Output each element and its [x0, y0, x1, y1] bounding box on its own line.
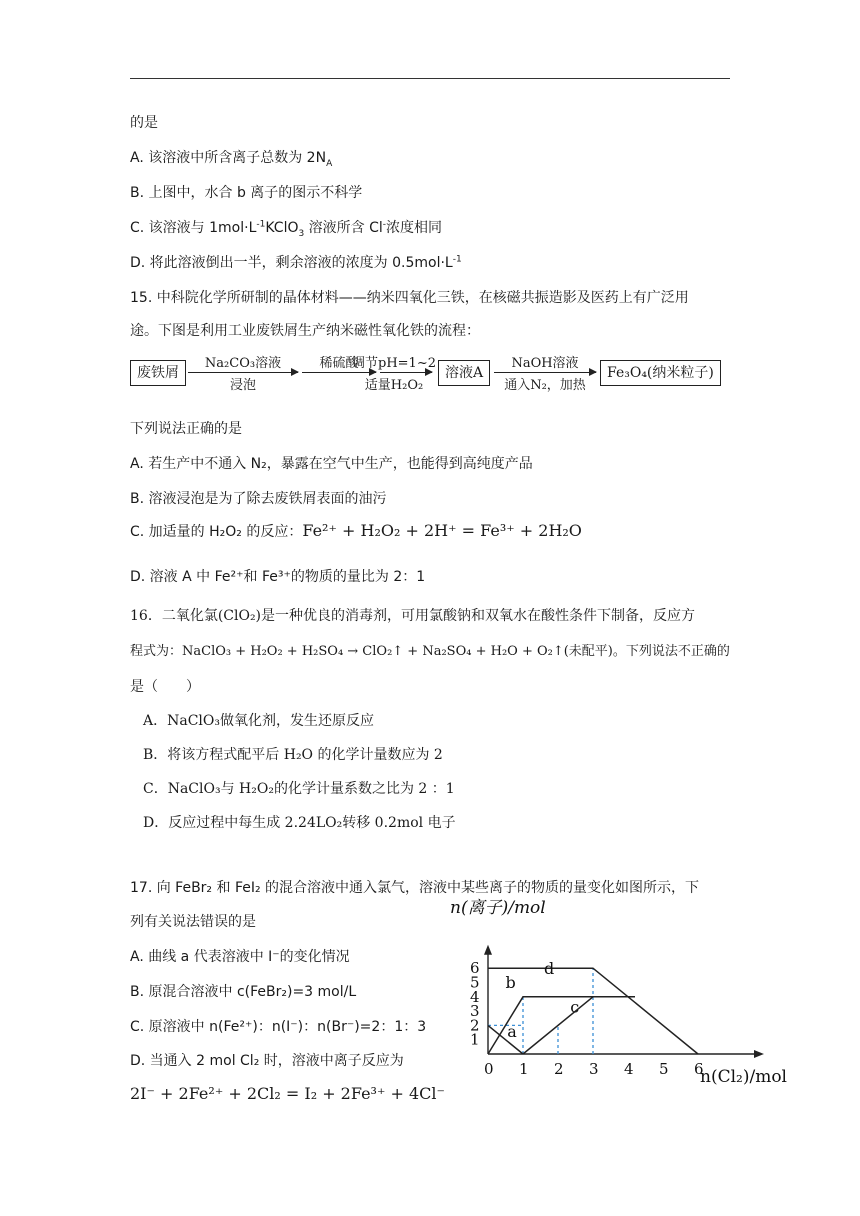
process-flow — [130, 352, 730, 398]
q14-option-d: D. 将此溶液倒出一半，剩余溶液的浓度为 $0.5mol\cdot L^{-1}$ — [130, 254, 462, 271]
q15-equation: Fe²⁺ + H₂O₂ + 2H⁺ = Fe³⁺ + 2H₂O — [302, 521, 582, 540]
y-tick-label: 1 — [470, 1030, 480, 1049]
q17-option-b: B. 原混合溶液中 c(FeBr₂)=3 mol/L — [130, 984, 357, 1000]
curve-label-d: d — [544, 958, 555, 978]
q16-stem-2: 程式为：NaClO₃ + H₂O₂ + H₂SO₄ → ClO₂↑ + Na₂SO₄ + H₂O + O₂↑(未配平)。下列说法不正确的 — [130, 644, 730, 659]
flow-arrow-4-top: NaOH溶液 — [511, 356, 579, 371]
flow-arrow-3-top: 调节pH=1~2 — [352, 356, 436, 371]
x-tick-label: 0 — [484, 1060, 494, 1078]
q16-stem-1: 16．二氧化氯(ClO₂)是一种优良的消毒剂，可用氯酸钠和双氧水在酸性条件下制备，反应方 — [130, 608, 696, 624]
q15-option-c: C. 加适量的 H₂O₂ 的反应：Fe²⁺ + H₂O₂ + 2H⁺ = Fe³⁺ + 2H₂O — [130, 521, 582, 540]
flow-arrow-3-bottom: 适量H₂O₂ — [364, 378, 424, 393]
q17-option-c: C. 原溶液中 n(Fe²⁺)：n(I⁻)：n(Br⁻)=2：1：3 — [130, 1019, 427, 1035]
q14-option-a: A. 该溶液中所含离子总数为 $2N_A$ — [130, 150, 333, 169]
series-line-a — [488, 1025, 523, 1054]
q17-stem-2: 列有关说法错误的是 — [130, 914, 256, 930]
y-tick-label: 3 — [470, 1002, 480, 1021]
flow-arrow-1 — [188, 372, 298, 373]
q16-option-c: C．NaClO₃与 H₂O₂的化学计量系数之比为 2 ：1 — [143, 781, 455, 797]
flow-box-product: Fe₃O₄(纳米粒子) — [600, 360, 721, 386]
y-tick-label: 5 — [470, 973, 480, 992]
curve-label-a: a — [507, 1021, 517, 1041]
curve-label-b: b — [505, 973, 516, 993]
x-tick-label: 6 — [694, 1060, 704, 1078]
q15-option-a: A. 若生产中不通入 N₂，暴露在空气中生产，也能得到高纯度产品 — [130, 456, 533, 472]
y-axis-title: n(离子)/mol — [450, 898, 546, 918]
q17-stem-1: 17. 向 FeBr₂ 和 FeI₂ 的混合溶液中通入氯气，溶液中某些离子的物质的量变化如图所示，下 — [130, 880, 700, 896]
top-rule — [130, 78, 730, 79]
y-tick-label: 2 — [470, 1016, 480, 1035]
y-tick-label: 4 — [470, 987, 480, 1006]
q16-stem-3: 是（ ） — [130, 679, 200, 695]
q16-option-b: B．将该方程式配平后 H₂O 的化学计量数应为 2 — [143, 747, 443, 763]
flow-arrow-1-bottom: 浸泡 — [229, 378, 256, 393]
q17-option-a: A. 曲线 a 代表溶液中 I⁻的变化情况 — [130, 949, 350, 965]
q15-option-b: B. 溶液浸泡是为了除去废铁屑表面的油污 — [130, 491, 387, 507]
flow-arrow-1-top: Na₂CO₃溶液 — [204, 356, 282, 371]
q16-option-a: A．NaClO₃做氧化剂，发生还原反应 — [143, 713, 374, 729]
flow-arrow-3a — [380, 372, 432, 373]
y-tick-label: 6 — [470, 959, 480, 978]
flow-box-scrap-iron: 废铁屑 — [130, 360, 186, 386]
x-tick-label: 1 — [519, 1060, 529, 1078]
flow-arrow-2 — [302, 372, 376, 373]
q15-stem-1: 15. 中科院化学所研制的晶体材料——纳米四氧化三铁，在核磁共振造影及医药上有广泛用 — [130, 290, 689, 306]
q14-option-b: B. 上图中，水合 b 离子的图示不科学 — [130, 185, 363, 201]
x-tick-label: 4 — [624, 1060, 634, 1078]
q17-equation: 2I⁻ + 2Fe²⁺ + 2Cl₂ = I₂ + 2Fe³⁺ + 4Cl⁻ — [130, 1084, 445, 1103]
x-tick-label: 2 — [554, 1060, 564, 1078]
q14-tail: 的是 — [130, 115, 158, 131]
q15-option-d: D. 溶液 A 中 Fe²⁺和 Fe³⁺的物质的量比为 2：1 — [130, 569, 426, 585]
q17-option-d: D. 当通入 2 mol Cl₂ 时，溶液中离子反应为 — [130, 1053, 404, 1069]
flow-arrow-2-top: 稀硫酸 — [319, 356, 359, 371]
ion-amount-chart — [430, 898, 787, 1098]
flow-arrow-4-bottom: 通入N₂，加热 — [504, 378, 586, 393]
x-tick-label: 5 — [659, 1060, 669, 1078]
y-axis-arrow — [484, 945, 492, 955]
q14-option-c: C. 该溶液与 $1mol\cdot L^{-1}KClO_3$ 溶液所含 Cl-浓度相同 — [130, 219, 443, 239]
q15-stem-2: 途。下图是利用工业废铁屑生产纳米磁性氧化铁的流程： — [130, 323, 480, 339]
curve-label-c: c — [570, 997, 580, 1017]
q16-option-d: D．反应过程中每生成 2.24LO₂转移 0.2mol 电子 — [143, 815, 456, 831]
flow-box-solution-a: 溶液A — [438, 360, 490, 386]
q15-ask: 下列说法正确的是 — [130, 421, 242, 437]
flow-arrow-4 — [494, 372, 596, 373]
x-tick-label: 3 — [589, 1060, 599, 1078]
x-axis-title: n(Cl₂)/mol — [700, 1067, 787, 1087]
x-axis-arrow — [754, 1050, 764, 1058]
